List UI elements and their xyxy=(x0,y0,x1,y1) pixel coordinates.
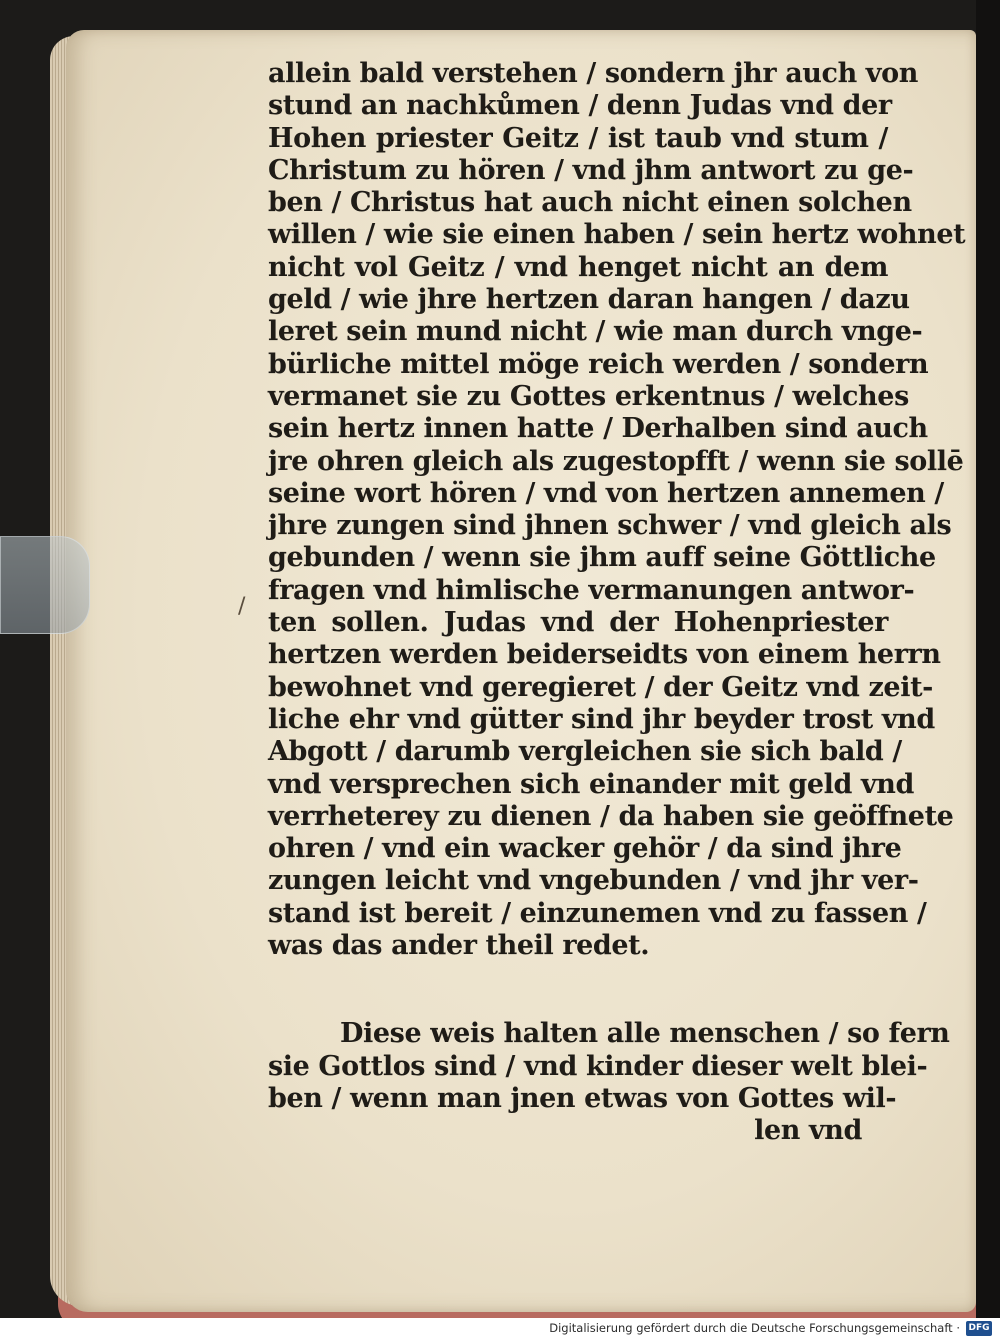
text-line: verrheterey zu dienen / da haben sie geöffnete xyxy=(268,800,954,832)
text-line: jre ohren gleich als zugestopfft / wenn sie sollē xyxy=(268,445,964,477)
paragraph-1 xyxy=(268,58,966,962)
footer-credit: Digitalisierung gefördert durch die Deutsche Forschungsgemeinschaft · xyxy=(549,1321,960,1335)
page-text xyxy=(268,58,966,1148)
text-line: sie Gottlos sind / vnd kinder dieser welt blei- xyxy=(268,1050,928,1082)
text-line: ohren / vnd ein wacker gehör / da sind jhre xyxy=(268,833,902,865)
dfg-logo-icon: DFG xyxy=(966,1321,992,1336)
text-line: geld / wie jhre hertzen daran hangen / dazu xyxy=(268,284,910,316)
text-line: leret sein mund nicht / wie man durch vnge- xyxy=(268,316,923,348)
text-line: stund an nachkůmen / denn Judas vnd der xyxy=(268,90,892,122)
margin-mark: / xyxy=(238,594,246,619)
text-line: Christum zu hören / vnd jhm antwort zu ge- xyxy=(268,154,914,186)
text-line: vnd versprechen sich einander mit geld vnd xyxy=(268,768,914,800)
text-line: bewohnet vnd geregieret / der Geitz vnd zeit- xyxy=(268,671,933,703)
page-clip xyxy=(0,536,90,634)
paragraph-2 xyxy=(268,1018,950,1115)
text-line: sein hertz innen hatte / Derhalben sind auch xyxy=(268,413,928,445)
text-line: bürliche mittel möge reich werden / sondern xyxy=(268,348,929,380)
text-line: hertzen werden beiderseidts von einem herrn xyxy=(268,639,941,671)
text-line: seine wort hören / vnd von hertzen annemen / xyxy=(268,477,944,509)
text-line: Abgott / darumb vergleichen sie sich bald / xyxy=(268,736,902,768)
text-line: ben / wenn man jnen etwas von Gottes wil- xyxy=(268,1082,897,1114)
text-line: ben / Christus hat auch nicht einen solchen xyxy=(268,187,912,219)
catchword: len vnd xyxy=(754,1115,862,1147)
text-line: gebunden / wenn sie jhm auff seine Göttliche xyxy=(268,542,936,574)
text-line: ten sollen. Judas vnd der Hohenpriester xyxy=(268,607,888,639)
scan-background-strip xyxy=(976,0,1000,1341)
text-line: zungen leicht vnd vngebunden / vnd jhr ver- xyxy=(268,865,919,897)
text-line: stand ist bereit / einzunemen vnd zu fassen / xyxy=(268,897,927,929)
paragraph-gap xyxy=(268,962,888,1018)
text-line: fragen vnd himlische vermanungen antwor- xyxy=(268,574,915,606)
text-line: willen / wie sie einen haben / sein hertz wohnet xyxy=(268,219,966,251)
footer-bar xyxy=(0,1318,1000,1341)
text-line: vermanet sie zu Gottes erkentnus / welches xyxy=(268,380,909,412)
text-line: Diese weis halten alle menschen / so fern xyxy=(340,1018,950,1050)
text-line: Hohen priester Geitz / ist taub vnd stum / xyxy=(268,122,888,154)
text-line: nicht vol Geitz / vnd henget nicht an dem xyxy=(268,251,888,283)
text-line: was das ander theil redet. xyxy=(268,930,650,962)
text-line: liche ehr vnd gütter sind jhr beyder trost vnd xyxy=(268,703,935,735)
text-line: jhre zungen sind jhnen schwer / vnd gleich als xyxy=(268,510,952,542)
text-line: allein bald verstehen / sondern jhr auch von xyxy=(268,58,918,89)
